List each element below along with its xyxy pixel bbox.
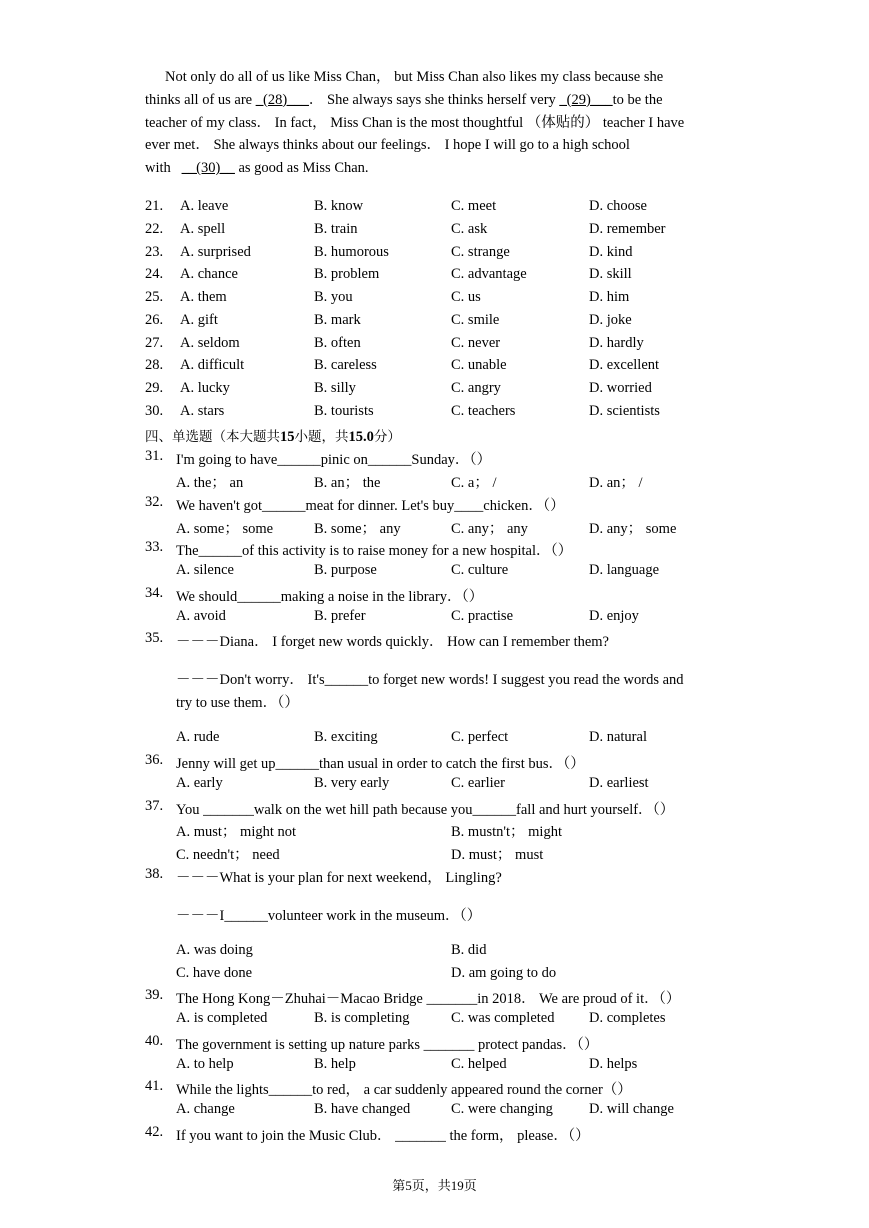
blank-30: __(30)__: [181, 160, 235, 177]
passage-line-1: Not only do all of us like Miss Chan， but Miss Chan also likes my class because she: [165, 69, 664, 85]
passage-line-4: ever met． She always thinks about our feelings． I hope I will go to a high school: [145, 137, 630, 154]
cloze-passage: [145, 66, 730, 180]
blank-28: _(28)___: [255, 91, 309, 108]
page-footer: 第5页，共19页: [392, 1178, 477, 1193]
blank-29: _(29)___: [559, 91, 613, 108]
passage-line-3: teacher of my class． In fact， Miss Chan is the most thoughtful （体贴的） teacher I have: [145, 114, 685, 131]
section-heading: 四、单选题（本大题共15小题，共15.0分）: [145, 429, 401, 445]
passage-line-5: with __(30)__ as good as Miss Chan.: [145, 160, 369, 177]
passage-line-2: thinks all of us are _(28)___． She always says she thinks herself very _(29)___to be the: [145, 91, 663, 108]
